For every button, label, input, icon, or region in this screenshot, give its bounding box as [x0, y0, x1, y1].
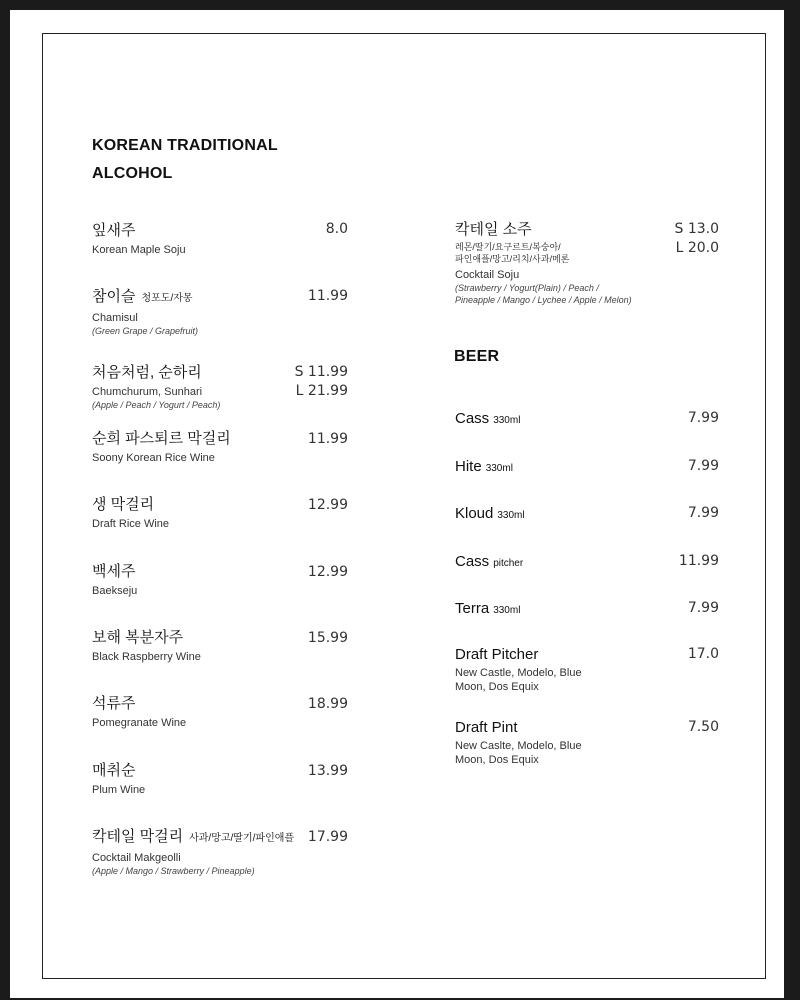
item-name-ko: 참이슬 — [92, 288, 136, 305]
item-flavors-ko: 레몬/딸기/요구르트/복숭아/ — [455, 242, 561, 252]
beer-name: Cass — [455, 410, 490, 427]
menu-item — [92, 430, 231, 465]
item-price: 18.99 — [307, 696, 348, 712]
item-name-ko: 칵테일 막걸리 — [92, 828, 184, 845]
item-name-ko: 보해 복분자주 — [92, 629, 184, 646]
item-name-ko: 백세주 — [92, 563, 136, 580]
menu-page — [10, 10, 784, 998]
beer-item — [455, 646, 595, 694]
item-name-ko: 매취순 — [92, 762, 136, 779]
item-name-en: Pomegranate Wine — [92, 717, 187, 729]
beer-size: 330ml — [497, 510, 525, 521]
beer-size: 330ml — [493, 605, 521, 616]
beer-name: Terra — [455, 600, 490, 617]
item-flavors-ko: 파인애플/망고/리치/사과/메론 — [455, 254, 570, 264]
menu-item-cocktail-soju — [455, 221, 632, 306]
beer-size: 330ml — [485, 463, 513, 474]
menu-item — [92, 563, 137, 598]
item-flavors: Pineapple / Mango / Lychee / Apple / Melon) — [455, 295, 632, 305]
item-name-en: Baekseju — [92, 585, 138, 597]
item-price: 12.99 — [307, 497, 348, 513]
item-name-en: Chumchurum, Sunhari — [92, 386, 203, 398]
item-name-en: Korean Maple Soju — [92, 244, 186, 256]
beer-item — [455, 553, 523, 570]
item-price: 8.0 — [325, 221, 348, 237]
item-price: 17.99 — [307, 829, 348, 845]
beer-description: New Caslte, Modelo, Blue Moon, Dos Equix — [455, 740, 582, 766]
item-price-small: S 13.0 — [674, 221, 719, 237]
item-flavors: (Apple / Peach / Yogurt / Peach) — [92, 400, 221, 410]
item-name-en: Plum Wine — [92, 784, 146, 796]
beer-name: Cass — [455, 553, 490, 570]
item-price: 11.99 — [307, 431, 348, 447]
beer-price: 7.99 — [687, 505, 719, 521]
item-price: 13.99 — [307, 763, 348, 779]
item-price: 11.99 — [307, 288, 348, 304]
beer-price: 7.99 — [687, 410, 719, 426]
menu-item — [92, 629, 201, 664]
item-note-ko: 사과/망고/딸기/파인애플 — [189, 833, 295, 844]
item-price-large: L 21.99 — [295, 383, 348, 399]
item-flavors: (Apple / Mango / Strawberry / Pineapple) — [92, 866, 255, 876]
menu-item — [92, 364, 220, 411]
menu-item — [92, 222, 186, 257]
item-name-en: Cocktail Makgeolli — [92, 852, 181, 864]
item-price: 15.99 — [307, 630, 348, 646]
beer-name: Draft Pitcher — [455, 646, 539, 663]
item-name-ko: 석류주 — [92, 695, 136, 712]
item-name-en: Cocktail Soju — [455, 269, 520, 281]
item-name-ko: 순희 파스퇴르 막걸리 — [92, 430, 231, 447]
beer-price: 7.99 — [687, 600, 719, 616]
beer-item — [455, 458, 513, 475]
section-heading-alcohol-line2: ALCOHOL — [92, 165, 173, 182]
item-name-en: Black Raspberry Wine — [92, 651, 201, 663]
item-note-ko: 청포도/자몽 — [141, 293, 193, 304]
item-price-large: L 20.0 — [675, 240, 719, 256]
item-price-small: S 11.99 — [294, 364, 348, 380]
item-name-ko: 생 막걸리 — [92, 496, 155, 513]
beer-size: 330ml — [493, 415, 521, 426]
item-price: 12.99 — [307, 564, 348, 580]
menu-item — [92, 695, 186, 730]
item-name-ko: 잎새주 — [92, 222, 136, 239]
item-name-en: Draft Rice Wine — [92, 518, 170, 530]
beer-price: 17.0 — [687, 646, 719, 662]
item-name-en: Soony Korean Rice Wine — [92, 452, 215, 464]
beer-size: pitcher — [493, 558, 524, 569]
section-heading-alcohol-line1: KOREAN TRADITIONAL — [92, 137, 278, 154]
item-name-ko: 처음처럼, 순하리 — [92, 364, 202, 381]
beer-name: Hite — [455, 458, 482, 475]
beer-description: New Castle, Modelo, Blue Moon, Dos Equix — [455, 667, 582, 693]
item-flavors: (Strawberry / Yogurt(Plain) / Peach / — [455, 283, 599, 293]
beer-item — [455, 719, 595, 767]
item-name-en: Chamisul — [92, 312, 138, 324]
beer-name: Kloud — [455, 505, 494, 522]
beer-item — [455, 505, 525, 522]
menu-item — [92, 762, 145, 797]
section-heading-beer: BEER — [454, 348, 500, 365]
beer-price: 7.99 — [687, 458, 719, 474]
beer-name: Draft Pint — [455, 719, 518, 736]
item-flavors: (Green Grape / Grapefruit) — [92, 326, 199, 336]
beer-item — [455, 410, 520, 427]
item-name-ko: 칵테일 소주 — [455, 221, 532, 238]
menu-item — [92, 496, 169, 531]
beer-item — [455, 600, 520, 617]
beer-price: 7.50 — [687, 719, 719, 735]
menu-item — [92, 828, 294, 877]
beer-price: 11.99 — [678, 553, 719, 569]
menu-item — [92, 288, 198, 337]
